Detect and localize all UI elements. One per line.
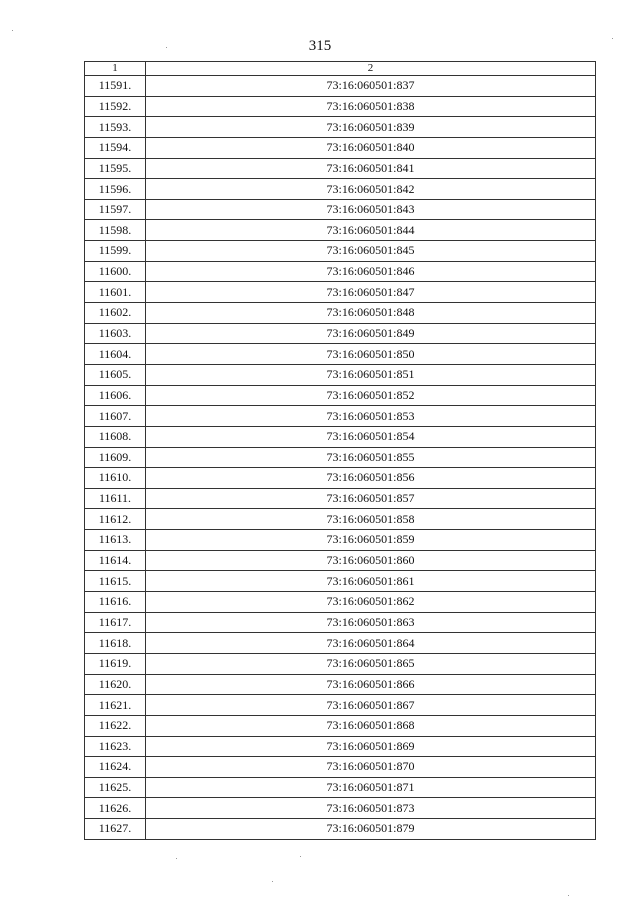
page-number: 315 <box>308 38 332 54</box>
table-row <box>85 158 596 179</box>
table-row <box>85 344 596 365</box>
cadastral-number: 73:16:060501:879 <box>146 819 596 840</box>
column-header-code: 2 <box>146 62 596 76</box>
cadastral-number: 73:16:060501:841 <box>146 158 596 179</box>
row-index: 11611. <box>85 488 146 509</box>
row-index: 11610. <box>85 468 146 489</box>
table-row <box>85 199 596 220</box>
row-index: 11620. <box>85 674 146 695</box>
table-row <box>85 633 596 654</box>
table-row <box>85 385 596 406</box>
cadastral-number: 73:16:060501:851 <box>146 364 596 385</box>
row-index: 11596. <box>85 179 146 200</box>
cadastral-number: 73:16:060501:845 <box>146 241 596 262</box>
cadastral-number: 73:16:060501:860 <box>146 550 596 571</box>
row-index: 11599. <box>85 241 146 262</box>
cadastral-number: 73:16:060501:862 <box>146 592 596 613</box>
cadastral-number: 73:16:060501:839 <box>146 117 596 138</box>
scan-speck <box>176 858 177 859</box>
cadastral-number: 73:16:060501:867 <box>146 695 596 716</box>
row-index: 11618. <box>85 633 146 654</box>
scan-speck <box>568 895 569 896</box>
scan-speck <box>300 856 301 857</box>
table-row <box>85 819 596 840</box>
scan-speck <box>166 47 167 48</box>
cadastral-number: 73:16:060501:837 <box>146 76 596 97</box>
row-index: 11606. <box>85 385 146 406</box>
row-index: 11617. <box>85 612 146 633</box>
cadastral-table <box>84 61 596 840</box>
row-index: 11604. <box>85 344 146 365</box>
table-row <box>85 612 596 633</box>
cadastral-number: 73:16:060501:871 <box>146 777 596 798</box>
table-row <box>85 220 596 241</box>
table-row <box>85 530 596 551</box>
row-index: 11594. <box>85 137 146 158</box>
row-index: 11626. <box>85 798 146 819</box>
cadastral-number: 73:16:060501:869 <box>146 736 596 757</box>
table-row <box>85 406 596 427</box>
table-row <box>85 303 596 324</box>
cadastral-number: 73:16:060501:873 <box>146 798 596 819</box>
row-index: 11616. <box>85 592 146 613</box>
row-index: 11607. <box>85 406 146 427</box>
table-row <box>85 137 596 158</box>
cadastral-number: 73:16:060501:852 <box>146 385 596 406</box>
table-row <box>85 798 596 819</box>
cadastral-number: 73:16:060501:863 <box>146 612 596 633</box>
table-row <box>85 674 596 695</box>
row-index: 11592. <box>85 96 146 117</box>
cadastral-number: 73:16:060501:838 <box>146 96 596 117</box>
row-index: 11595. <box>85 158 146 179</box>
scan-speck <box>272 881 273 882</box>
cadastral-number: 73:16:060501:857 <box>146 488 596 509</box>
cadastral-number: 73:16:060501:859 <box>146 530 596 551</box>
row-index: 11619. <box>85 653 146 674</box>
row-index: 11608. <box>85 426 146 447</box>
table-row <box>85 592 596 613</box>
table-row <box>85 323 596 344</box>
table-row <box>85 447 596 468</box>
table-row <box>85 76 596 97</box>
row-index: 11615. <box>85 571 146 592</box>
cadastral-number: 73:16:060501:864 <box>146 633 596 654</box>
table-row <box>85 364 596 385</box>
row-index: 11625. <box>85 777 146 798</box>
scan-speck <box>612 38 613 39</box>
row-index: 11622. <box>85 715 146 736</box>
row-index: 11603. <box>85 323 146 344</box>
cadastral-number: 73:16:060501:855 <box>146 447 596 468</box>
column-header-index: 1 <box>85 62 146 76</box>
cadastral-number: 73:16:060501:858 <box>146 509 596 530</box>
row-index: 11623. <box>85 736 146 757</box>
row-index: 11591. <box>85 76 146 97</box>
row-index: 11601. <box>85 282 146 303</box>
row-index: 11624. <box>85 757 146 778</box>
row-index: 11613. <box>85 530 146 551</box>
table-row <box>85 426 596 447</box>
table-row <box>85 488 596 509</box>
cadastral-number: 73:16:060501:847 <box>146 282 596 303</box>
table-row <box>85 777 596 798</box>
row-index: 11597. <box>85 199 146 220</box>
table-row <box>85 282 596 303</box>
row-index: 11598. <box>85 220 146 241</box>
table-row <box>85 736 596 757</box>
table-row <box>85 653 596 674</box>
cadastral-number: 73:16:060501:843 <box>146 199 596 220</box>
table-row <box>85 509 596 530</box>
table-row <box>85 695 596 716</box>
row-index: 11593. <box>85 117 146 138</box>
cadastral-number: 73:16:060501:866 <box>146 674 596 695</box>
row-index: 11627. <box>85 819 146 840</box>
cadastral-number: 73:16:060501:844 <box>146 220 596 241</box>
table-header-row <box>85 62 596 76</box>
row-index: 11605. <box>85 364 146 385</box>
cadastral-number: 73:16:060501:865 <box>146 653 596 674</box>
row-index: 11600. <box>85 261 146 282</box>
cadastral-number: 73:16:060501:853 <box>146 406 596 427</box>
cadastral-number: 73:16:060501:848 <box>146 303 596 324</box>
cadastral-number: 73:16:060501:850 <box>146 344 596 365</box>
cadastral-number: 73:16:060501:840 <box>146 137 596 158</box>
row-index: 11609. <box>85 447 146 468</box>
table-row <box>85 117 596 138</box>
row-index: 11614. <box>85 550 146 571</box>
scan-speck <box>12 30 13 31</box>
cadastral-number: 73:16:060501:856 <box>146 468 596 489</box>
cadastral-number: 73:16:060501:861 <box>146 571 596 592</box>
table-row <box>85 261 596 282</box>
table-row <box>85 550 596 571</box>
cadastral-number: 73:16:060501:849 <box>146 323 596 344</box>
table-row <box>85 715 596 736</box>
cadastral-number: 73:16:060501:868 <box>146 715 596 736</box>
row-index: 11621. <box>85 695 146 716</box>
table-row <box>85 468 596 489</box>
table-row <box>85 757 596 778</box>
table-row <box>85 179 596 200</box>
table-row <box>85 241 596 262</box>
cadastral-number: 73:16:060501:842 <box>146 179 596 200</box>
cadastral-number: 73:16:060501:846 <box>146 261 596 282</box>
cadastral-number: 73:16:060501:854 <box>146 426 596 447</box>
cadastral-number: 73:16:060501:870 <box>146 757 596 778</box>
table-row <box>85 571 596 592</box>
table-row <box>85 96 596 117</box>
row-index: 11602. <box>85 303 146 324</box>
row-index: 11612. <box>85 509 146 530</box>
